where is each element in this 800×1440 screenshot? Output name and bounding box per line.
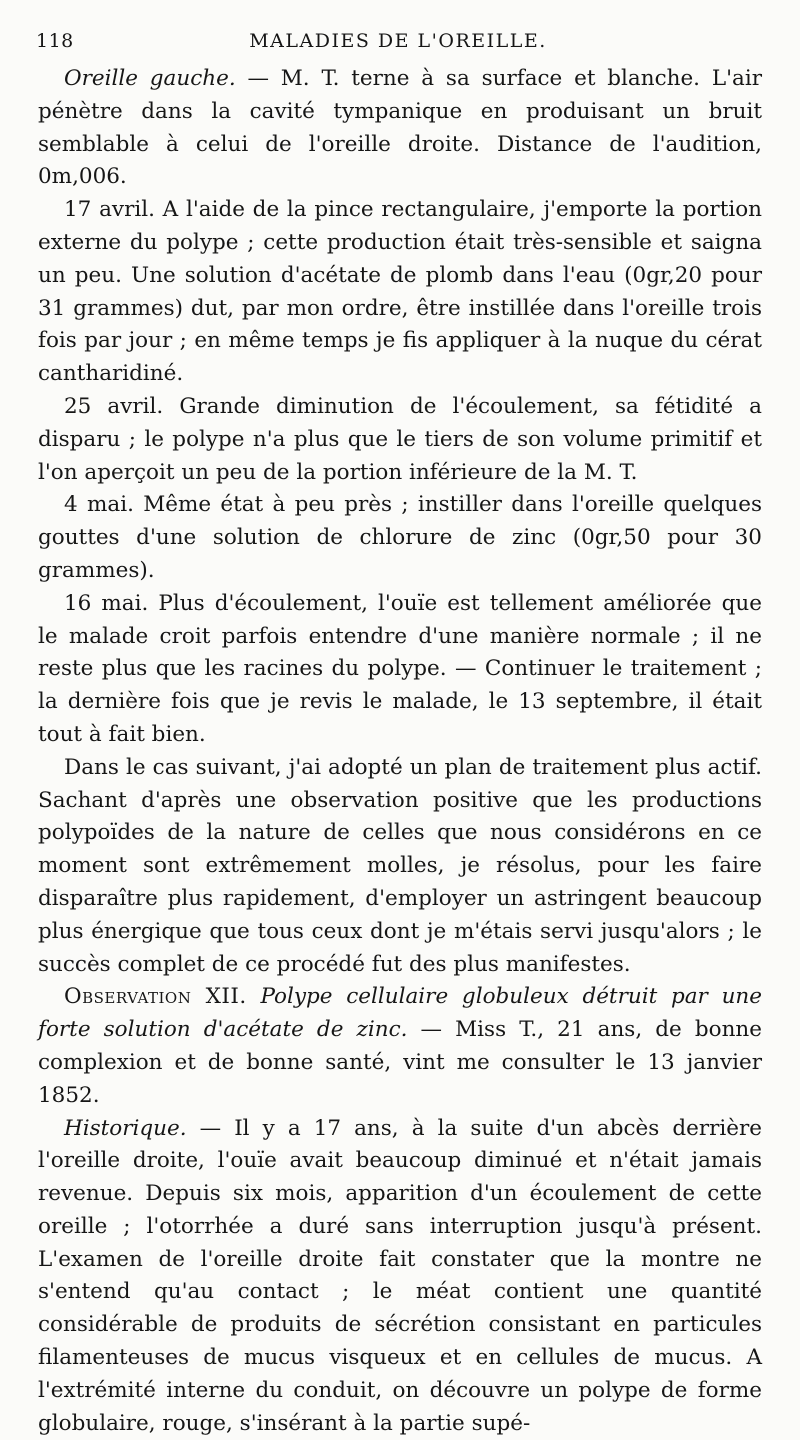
page-header [36, 30, 760, 60]
page-number: 118 [36, 30, 74, 52]
running-title: MALADIES DE L'OREILLE. [36, 30, 760, 52]
paragraph: 17 avril. A l'aide de la pince rectangulaire, j'emporte la portion externe du polype ; cette production était très-sensible et saigna un peu. Une solution d'acétate de plomb dans l'eau (0gr,20 pour 31 grammes) dut, par mon ordre, être instillée dans l'oreille trois fois par jour ; en même temps je fis appliquer à la nuque du cérat cantharidiné. [38, 194, 762, 391]
paragraph: Dans le cas suivant, j'ai adopté un plan de traitement plus actif. Sachant d'après une observation positive que les productions polypoïdes de la nature de celles que nous considérons en ce moment sont extrêmement molles, je résolus, pour les faire disparaître plus rapidement, d'employer un astringent beaucoup plus énergique que tous ceux dont je m'étais servi jusqu'alors ; le succès complet de ce procédé fut des plus manifestes. [38, 752, 762, 982]
paragraph-lead: Oreille gauche. [64, 66, 236, 91]
paragraph: Historique. — Il y a 17 ans, à la suite d'un abcès derrière l'oreille droite, l'ouïe avait beaucoup diminué et n'était jamais revenue. Depuis six mois, apparition d'un écoulement de cette oreille ; l'otorrhée a duré sans interruption jusqu'à présent. L'examen de l'oreille droite fait constater que la montre ne s'entend qu'au contact ; le méat contient une quantité considérable de produits de sécrétion consistant en particules filamenteuses de mucus visqueux et en cellules de mucus. A l'extrémité interne du conduit, on découvre un polype de forme globulaire, rouge, s'insérant à la partie supé- [38, 1113, 762, 1440]
paragraph-lead: Historique. [64, 1116, 187, 1141]
body-text [38, 63, 762, 1440]
observation-label: Observation XII. [64, 984, 247, 1009]
paragraph: 16 mai. Plus d'écoulement, l'ouïe est tellement améliorée que le malade croit parfois entendre d'une manière normale ; il ne reste plus que les racines du polype. — Continuer le traitement ; la dernière fois que je revis le malade, le 13 septembre, il était tout à fait bien. [38, 588, 762, 752]
paragraph: Oreille gauche. — M. T. terne à sa surface et blanche. L'air pénètre dans la cavité tympanique en produisant un bruit semblable à celui de l'oreille droite. Distance de l'audition, 0m,006. [38, 63, 762, 194]
paragraph: 25 avril. Grande diminution de l'écoulement, sa fétidité a disparu ; le polype n'a plus que le tiers de son volume primitif et l'on aperçoit un peu de la portion inférieure de la M. T. [38, 391, 762, 489]
paragraph: 4 mai. Même état à peu près ; instiller dans l'oreille quelques gouttes d'une solution de chlorure de zinc (0gr,50 pour 30 grammes). [38, 489, 762, 587]
observation-title: Polype cellulaire globuleux détruit par une forte solution d'acétate de zinc. [38, 984, 762, 1042]
observation-heading-paragraph: Observation XII. Polype cellulaire globuleux détruit par une forte solution d'acétate de zinc. — Miss T., 21 ans, de bonne complexion et de bonne santé, vint me consulter le 13 janvier 1852. [38, 981, 762, 1112]
